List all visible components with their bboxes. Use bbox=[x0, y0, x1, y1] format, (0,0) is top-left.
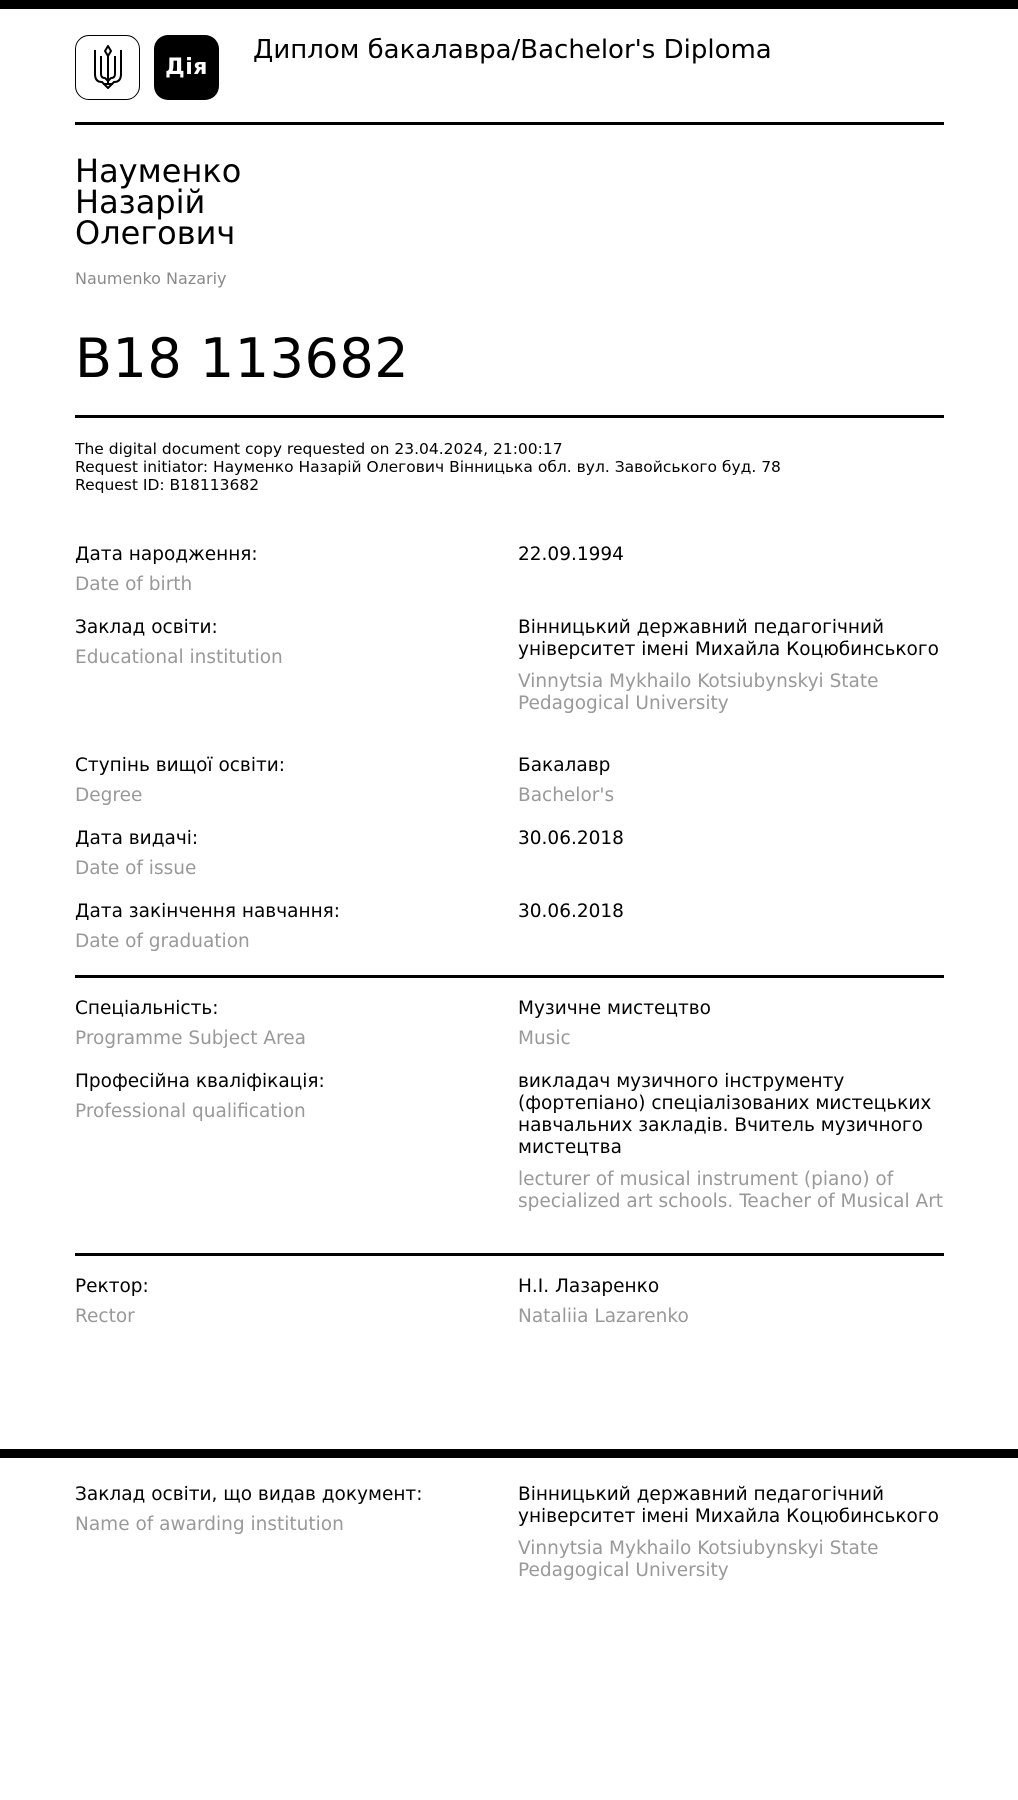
field-value-en: Music bbox=[518, 1028, 571, 1049]
field-value: Бакалавр bbox=[518, 755, 611, 776]
holder-given-name: Назарій bbox=[75, 183, 206, 221]
field-value: викладач музичного інструменту (фортепіано) спеціалізованих мистецьких навчальних закладів. Вчитель музичного мистецтва bbox=[518, 1071, 932, 1158]
field-value-en: Vinnytsia Mykhailo Kotsiubynskyi State Pedagogical University bbox=[518, 1538, 879, 1581]
field-label-en: Name of awarding institution bbox=[75, 1514, 344, 1535]
field-label: Спеціальність: bbox=[75, 998, 219, 1019]
field-value: Вінницький державний педагогічний університет імені Михайла Коцюбинського bbox=[518, 1484, 939, 1527]
field-label-en: Date of birth bbox=[75, 574, 193, 595]
document-number: B18 113682 bbox=[75, 327, 410, 390]
holder-patronymic: Олегович bbox=[75, 214, 236, 252]
field-label-en: Date of issue bbox=[75, 858, 197, 879]
diia-logo-text: Дія bbox=[165, 55, 208, 80]
field-label-en: Degree bbox=[75, 785, 143, 806]
field-label: Ректор: bbox=[75, 1276, 149, 1297]
holder-latin-name: Naumenko Nazariy bbox=[75, 269, 227, 288]
field-label: Дата народження: bbox=[75, 544, 258, 565]
field-value: Музичне мистецтво bbox=[518, 998, 711, 1019]
field-value: Н.І. Лазаренко bbox=[518, 1276, 660, 1297]
field-label: Дата закінчення навчання: bbox=[75, 901, 341, 922]
field-value: Вінницький державний педагогічний університет імені Михайла Коцюбинського bbox=[518, 617, 939, 660]
holder-full-name bbox=[75, 152, 242, 252]
request-info bbox=[75, 440, 781, 494]
request-initiator: Request initiator: Науменко Назарій Олегович Вінницька обл. вул. Завойського буд. 78 bbox=[75, 458, 781, 476]
field-value: 30.06.2018 bbox=[518, 901, 624, 922]
divider bbox=[75, 122, 944, 125]
field-label: Заклад освіти, що видав документ: bbox=[75, 1484, 423, 1505]
request-id: Request ID: B18113682 bbox=[75, 476, 260, 494]
divider bbox=[75, 975, 944, 978]
field-value-en: lecturer of musical instrument (piano) of specialized art schools. Teacher of Musical Art bbox=[518, 1169, 944, 1212]
field-label-en: Rector bbox=[75, 1306, 135, 1327]
field-label: Ступінь вищої освіти: bbox=[75, 755, 286, 776]
field-label: Заклад освіти: bbox=[75, 617, 218, 638]
field-value-en: Vinnytsia Mykhailo Kotsiubynskyi State Pedagogical University bbox=[518, 671, 879, 714]
field-value: 22.09.1994 bbox=[518, 544, 624, 565]
section-border bbox=[0, 1449, 1018, 1458]
field-label-en: Professional qualification bbox=[75, 1101, 306, 1122]
holder-surname: Науменко bbox=[75, 152, 242, 190]
diia-logo bbox=[154, 35, 219, 100]
field-value: 30.06.2018 bbox=[518, 828, 624, 849]
top-border bbox=[0, 0, 1018, 9]
request-date: The digital document copy requested on 23.04.2024, 21:00:17 bbox=[75, 440, 563, 458]
trident-logo-icon bbox=[75, 35, 140, 100]
field-value-en: Bachelor's bbox=[518, 785, 615, 806]
field-label-en: Educational institution bbox=[75, 647, 283, 668]
document-title: Диплом бакалавра/Bachelor's Diploma bbox=[253, 35, 772, 65]
divider bbox=[75, 1253, 944, 1256]
field-label-en: Date of graduation bbox=[75, 931, 250, 952]
field-label-en: Programme Subject Area bbox=[75, 1028, 306, 1049]
divider bbox=[75, 415, 944, 418]
field-label: Професійна кваліфікація: bbox=[75, 1071, 325, 1092]
field-value-en: Nataliia Lazarenko bbox=[518, 1306, 689, 1327]
field-label: Дата видачі: bbox=[75, 828, 199, 849]
